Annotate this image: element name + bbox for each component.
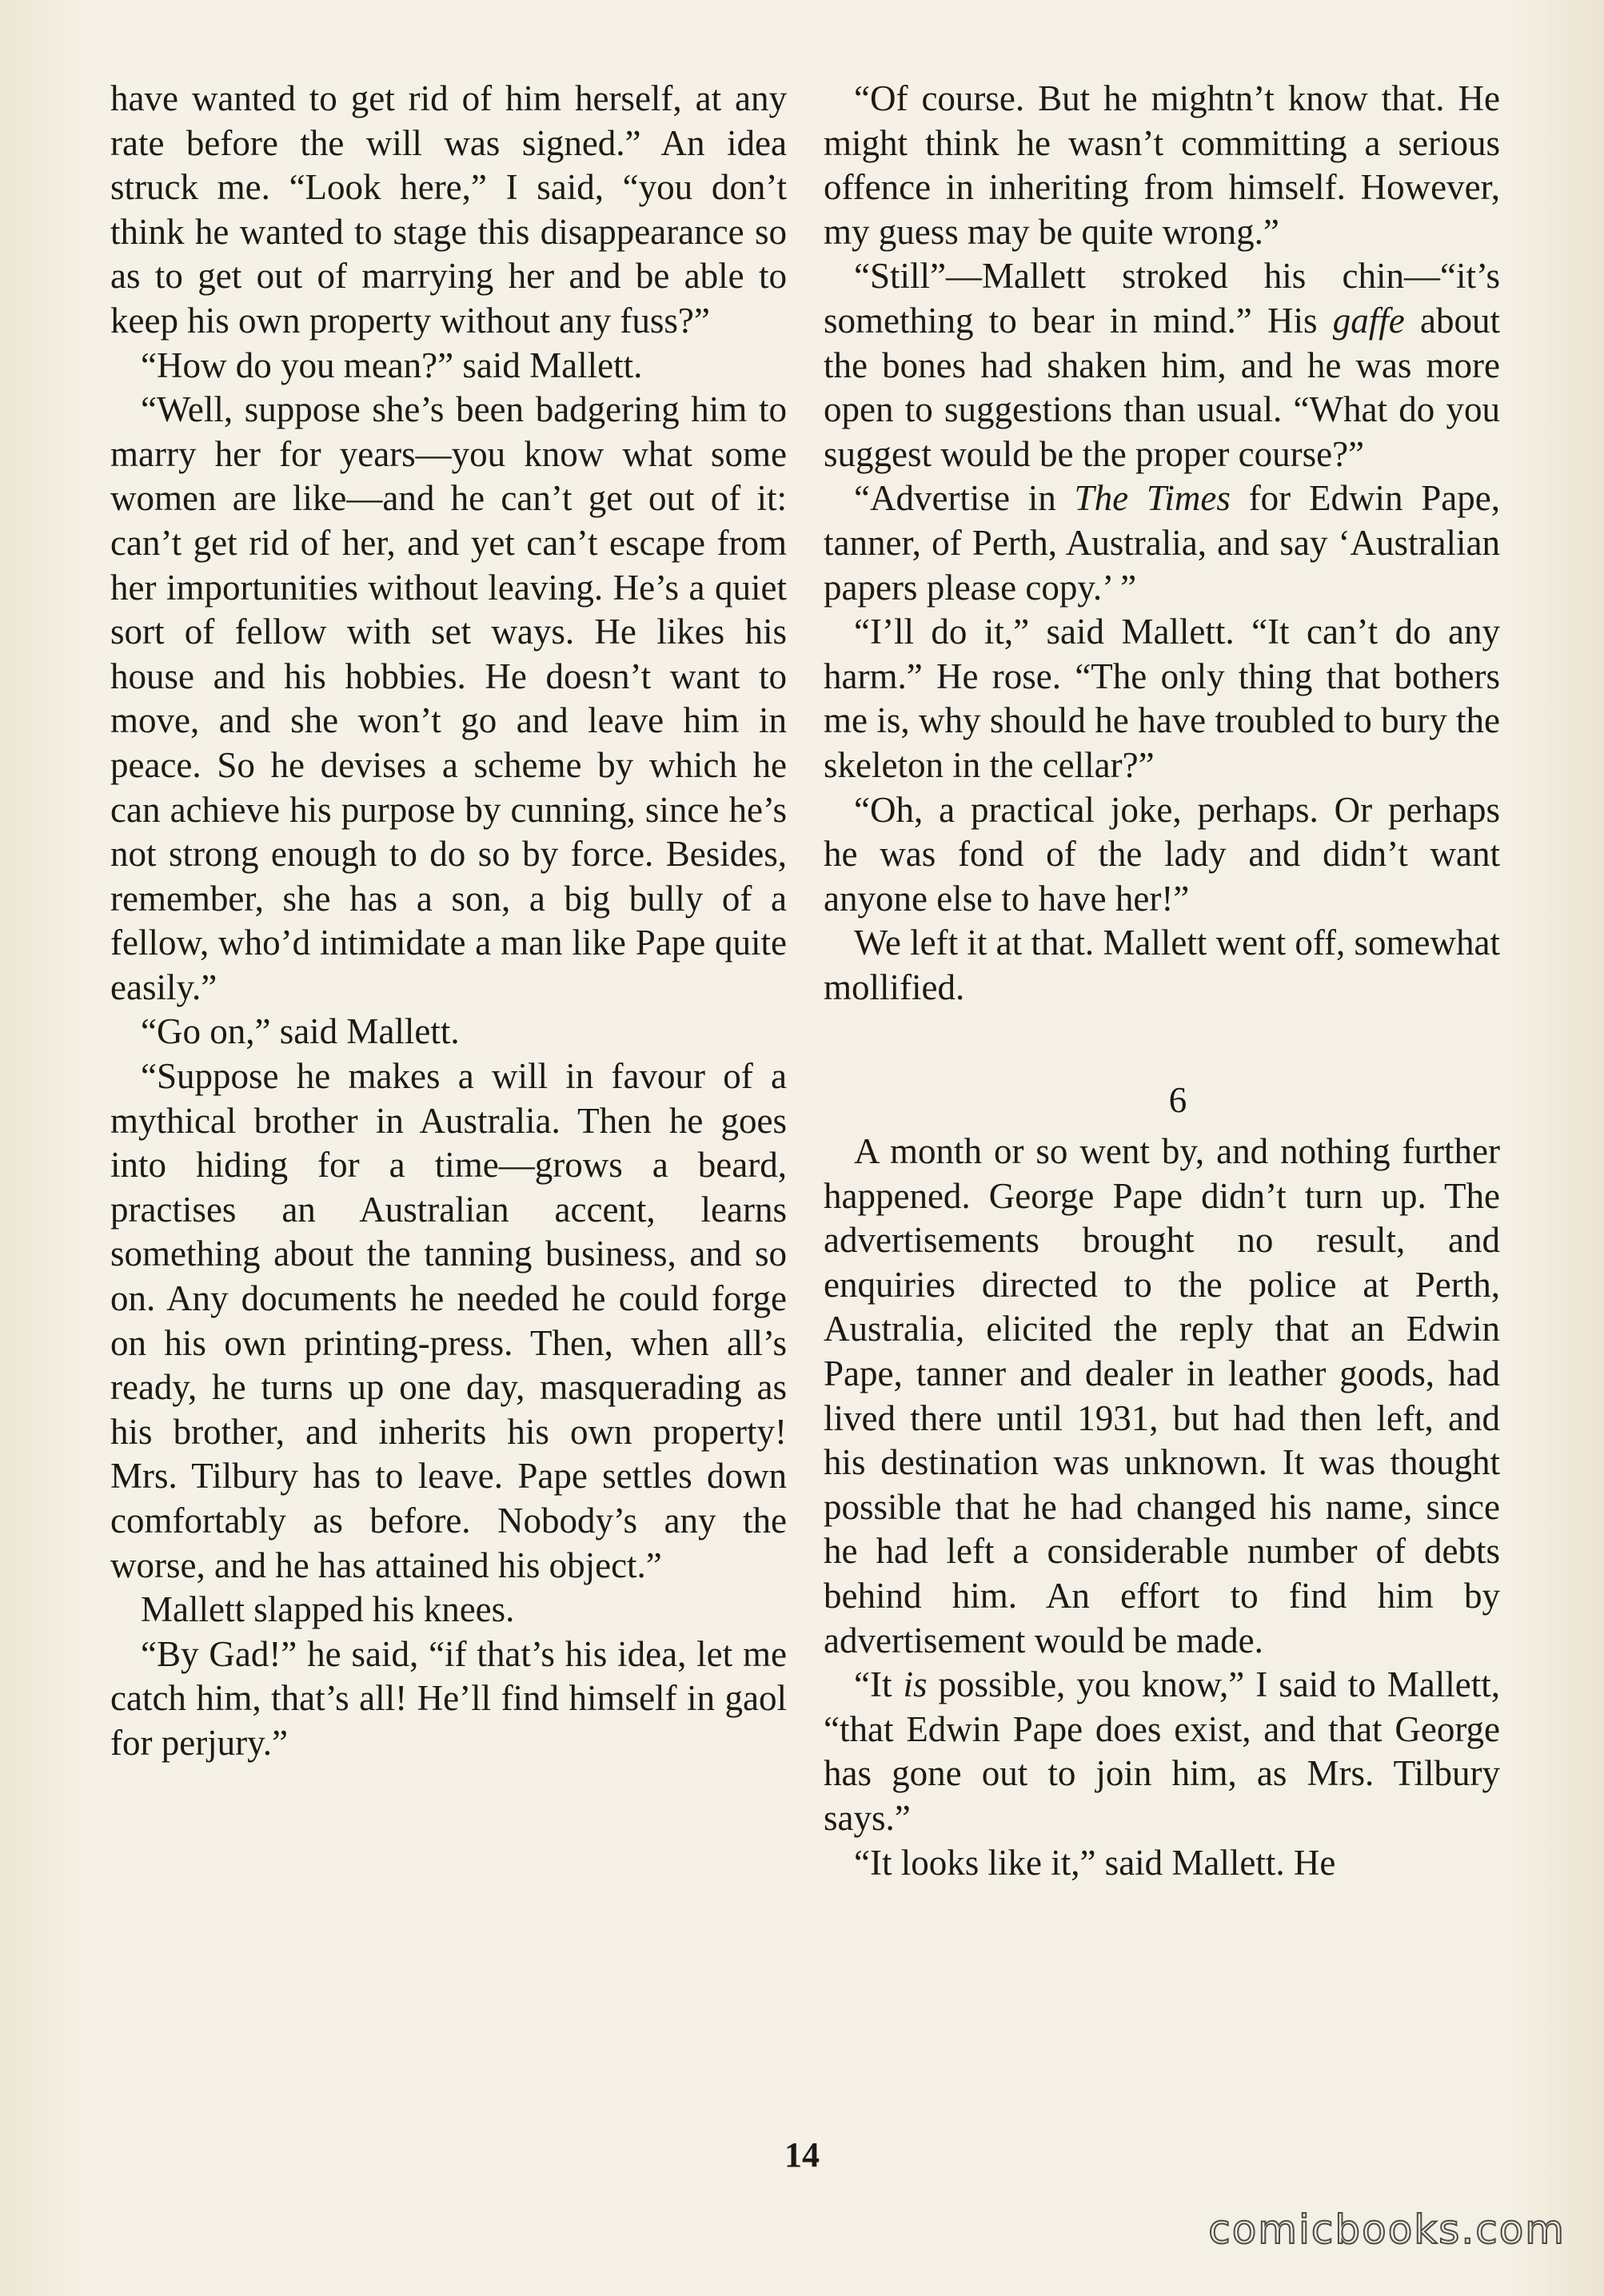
text-run: “It (854, 1664, 904, 1705)
paragraph: “Go on,” said Mallett. (141, 1011, 460, 1052)
paragraph: “Well, suppose she’s been badgering him to marry her for years—you know what some women are like—and he can’t get out of it: can’t get rid of her, and yet can’t escape from her importunities without leaving. He’s a quiet sort of fellow with set ways. He likes his house and his hobbies. He doesn’t want to move, and she won’t go and leave him in peace. So he devises a scheme by which he can achieve his purpose by cunning, since he’s not strong enough to do so by force. Besides, remember, she has a son, a big bully of a fellow, who’d intimidate a man like Pape quite easily.” (110, 389, 787, 1007)
paragraph: A month or so went by, and nothing further happened. George Pape didn’t turn up. The advertisements brought no result, and enquiries directed to the police at Perth, Australia, elicited the reply that an Edwin Pape, tanner and dealer in leather goods, had lived there until 1931, but had then left, and his destination was unknown. It was thought possible that he had changed his name, since he had left a considerable number of debts behind him. An effort to find him by advertisement would be made. (824, 1131, 1500, 1660)
section-number: 6 (1168, 1080, 1187, 1121)
paragraph (824, 1663, 1500, 1840)
text-run: “Advertise in (854, 478, 1075, 519)
text-run: about the bones had shaken him, and he was more open to suggestions than usual. “What do you suggest would be the proper course?” (824, 300, 1500, 474)
left-text-column (110, 77, 787, 1766)
paragraph: “By Gad!” he said, “if that’s his idea, let me catch him, that’s all! He’ll find himself in gaol for perjury.” (110, 1633, 787, 1763)
paragraph: “Oh, a practical joke, perhaps. Or perhaps he was fond of the lady and didn’t want anyone else to have her!” (824, 789, 1500, 919)
italic-text: is (903, 1664, 928, 1705)
paragraph (824, 254, 1500, 476)
text-run: “Still”—Mallett stroked his chin—“it’s something to bear in mind.” His (824, 256, 1500, 341)
paragraph: Mallett slapped his knees. (141, 1589, 515, 1630)
italic-text: The Times (1074, 478, 1231, 519)
paragraph: “I’ll do it,” said Mallett. “It can’t do any harm.” He rose. “The only thing that bothers me is, why should he have troubled to bury the skeleton in the cellar?” (824, 612, 1500, 785)
paragraph: We left it at that. Mallett went off, somewhat mollified. (824, 923, 1500, 1007)
watermark: comicbooks.com (1208, 2206, 1566, 2253)
right-text-column (824, 77, 1500, 1885)
paragraph: “It looks like it,” said Mallett. He (854, 1842, 1336, 1883)
text-run: possible, you know,” I said to Mallett, “that Edwin Pape does exist, and that George has gone out to join him, as Mrs. Tilbury says.” (824, 1664, 1500, 1838)
italic-text: gaffe (1332, 300, 1405, 341)
paragraph: “Suppose he makes a will in favour of a mythical brother in Australia. Then he goes into hiding for a time—grows a beard, practises an Australian accent, learns something about the tanning business, and so on. Any documents he needed he could forge on his own printing-press. Then, when all’s ready, he turns up one day, masquerading as his brother, and inherits his own property! Mrs. Tilbury has to leave. Pape settles down comfortably as before. Nobody’s any the worse, and he has attained his object.” (110, 1056, 787, 1585)
text-run: for Edwin Pape, tanner, of Perth, Australia, and say ‘Australian papers please copy.’ ” (824, 478, 1501, 608)
paragraph: “How do you mean?” said Mallett. (141, 345, 643, 385)
paragraph: have wanted to get rid of him herself, at any rate before the will was signed.” An idea struck me. “Look here,” I said, “you don’t think he wanted to stage this disappearance so as to get out of marrying her and be able to keep his own property without any fuss?” (110, 78, 787, 341)
page-number: 14 (784, 2135, 820, 2174)
paragraph: “Of course. But he mightn’t know that. He might think he wasn’t committing a serious offence in inheriting from himself. However, my guess may be quite wrong.” (824, 78, 1500, 252)
paragraph (824, 476, 1500, 610)
